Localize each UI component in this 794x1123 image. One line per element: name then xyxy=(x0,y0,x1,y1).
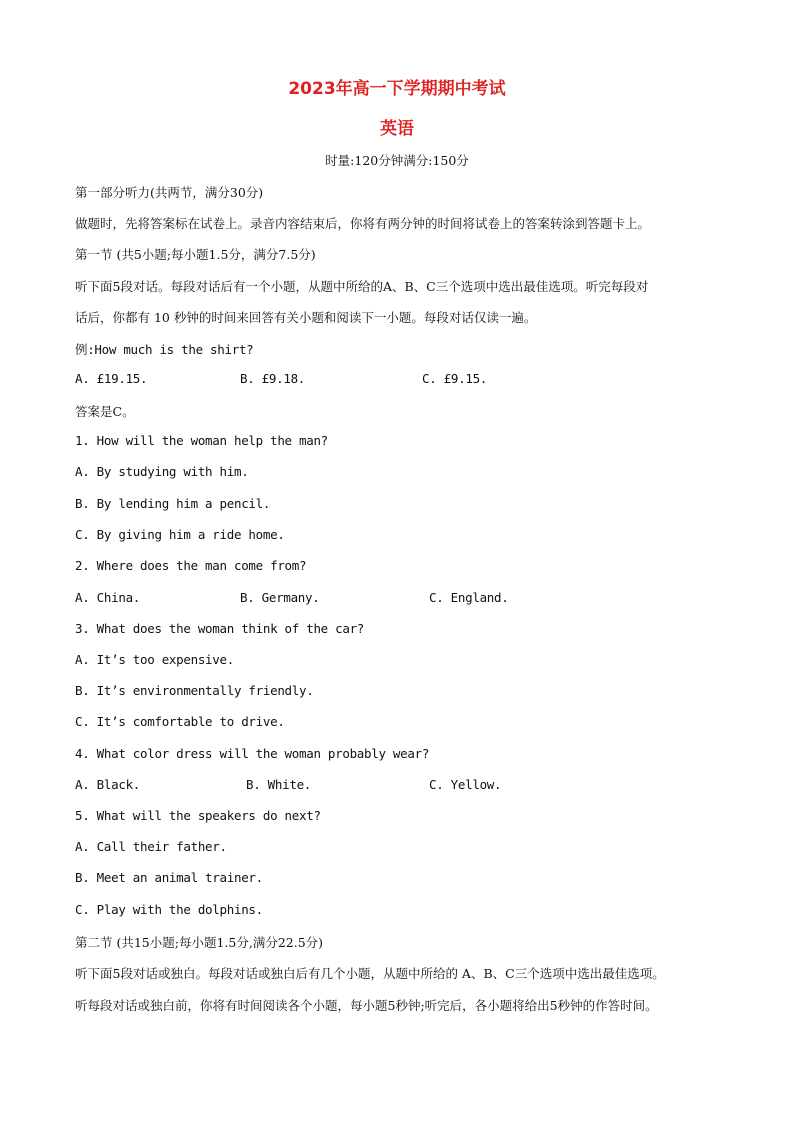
exam-meta: 时量:120分钟满分:150分 xyxy=(325,153,469,168)
question-5-option-c: C. Play with the dolphins. xyxy=(75,902,263,917)
section1-heading: 第一节 (共5小题;每小题1.5分，满分7.5分) xyxy=(75,247,316,262)
section2-instruction-line2: 听每段对话或独白前，你将有时间阅读各个小题，每小题5秒钟;听完后，各小题将给出5秒钟的作答时间。 xyxy=(75,998,658,1013)
question-5-option-a: A. Call their father. xyxy=(75,839,227,854)
example-question: 例:How much is the shirt? xyxy=(75,342,254,357)
section2-instruction-line1: 听下面5段对话或独白。每段对话或独白后有几个小题，从题中所给的 A、B、C三个选项中选出最佳选项。 xyxy=(75,966,665,981)
question-3-option-b: B. It’s environmentally friendly. xyxy=(75,683,314,698)
question-2-option-a: A. China. xyxy=(75,590,141,605)
exam-title: 2023年高一下学期期中考试 xyxy=(288,79,506,99)
subject-title: 英语 xyxy=(380,119,414,139)
question-3-option-c: C. It’s comfortable to drive. xyxy=(75,714,285,729)
question-2: 2. Where does the man come from? xyxy=(75,558,307,573)
part-heading: 第一部分听力(共两节，满分30分) xyxy=(75,185,264,200)
example-option-b: B. £9.18. xyxy=(240,371,306,386)
section2-heading: 第二节 (共15小题;每小题1.5分,满分22.5分) xyxy=(75,935,324,950)
question-4-option-a: A. Black. xyxy=(75,777,141,792)
question-5: 5. What will the speakers do next? xyxy=(75,808,321,823)
question-5-option-b: B. Meet an animal trainer. xyxy=(75,870,263,885)
example-option-c: C. £9.15. xyxy=(422,371,488,386)
example-option-a: A. £19.15. xyxy=(75,371,148,386)
question-3-option-a: A. It’s too expensive. xyxy=(75,652,234,667)
question-4-option-c: C. Yellow. xyxy=(429,777,502,792)
question-1-option-b: B. By lending him a pencil. xyxy=(75,496,271,511)
question-2-option-b: B. Germany. xyxy=(240,590,320,605)
instruction: 做题时，先将答案标在试卷上。录音内容结束后，你将有两分钟的时间将试卷上的答案转涂到答题卡上。 xyxy=(75,216,651,231)
question-2-option-c: C. England. xyxy=(429,590,509,605)
question-1-option-a: A. By studying with him. xyxy=(75,464,249,479)
section1-instruction-line2: 话后，你都有 10 秒钟的时间来回答有关小题和阅读下一小题。每段对话仅读一遍。 xyxy=(75,310,537,325)
section1-instruction-line1: 听下面5段对话。每段对话后有一个小题，从题中所给的A、B、C三个选项中选出最佳选项。听完每段对 xyxy=(75,279,649,294)
question-4-option-b: B. White. xyxy=(246,777,312,792)
question-1-option-c: C. By giving him a ride home. xyxy=(75,527,285,542)
example-answer: 答案是C。 xyxy=(75,404,135,419)
question-3: 3. What does the woman think of the car? xyxy=(75,621,365,636)
question-1: 1. How will the woman help the man? xyxy=(75,433,328,448)
question-4: 4. What color dress will the woman probably wear? xyxy=(75,746,430,761)
